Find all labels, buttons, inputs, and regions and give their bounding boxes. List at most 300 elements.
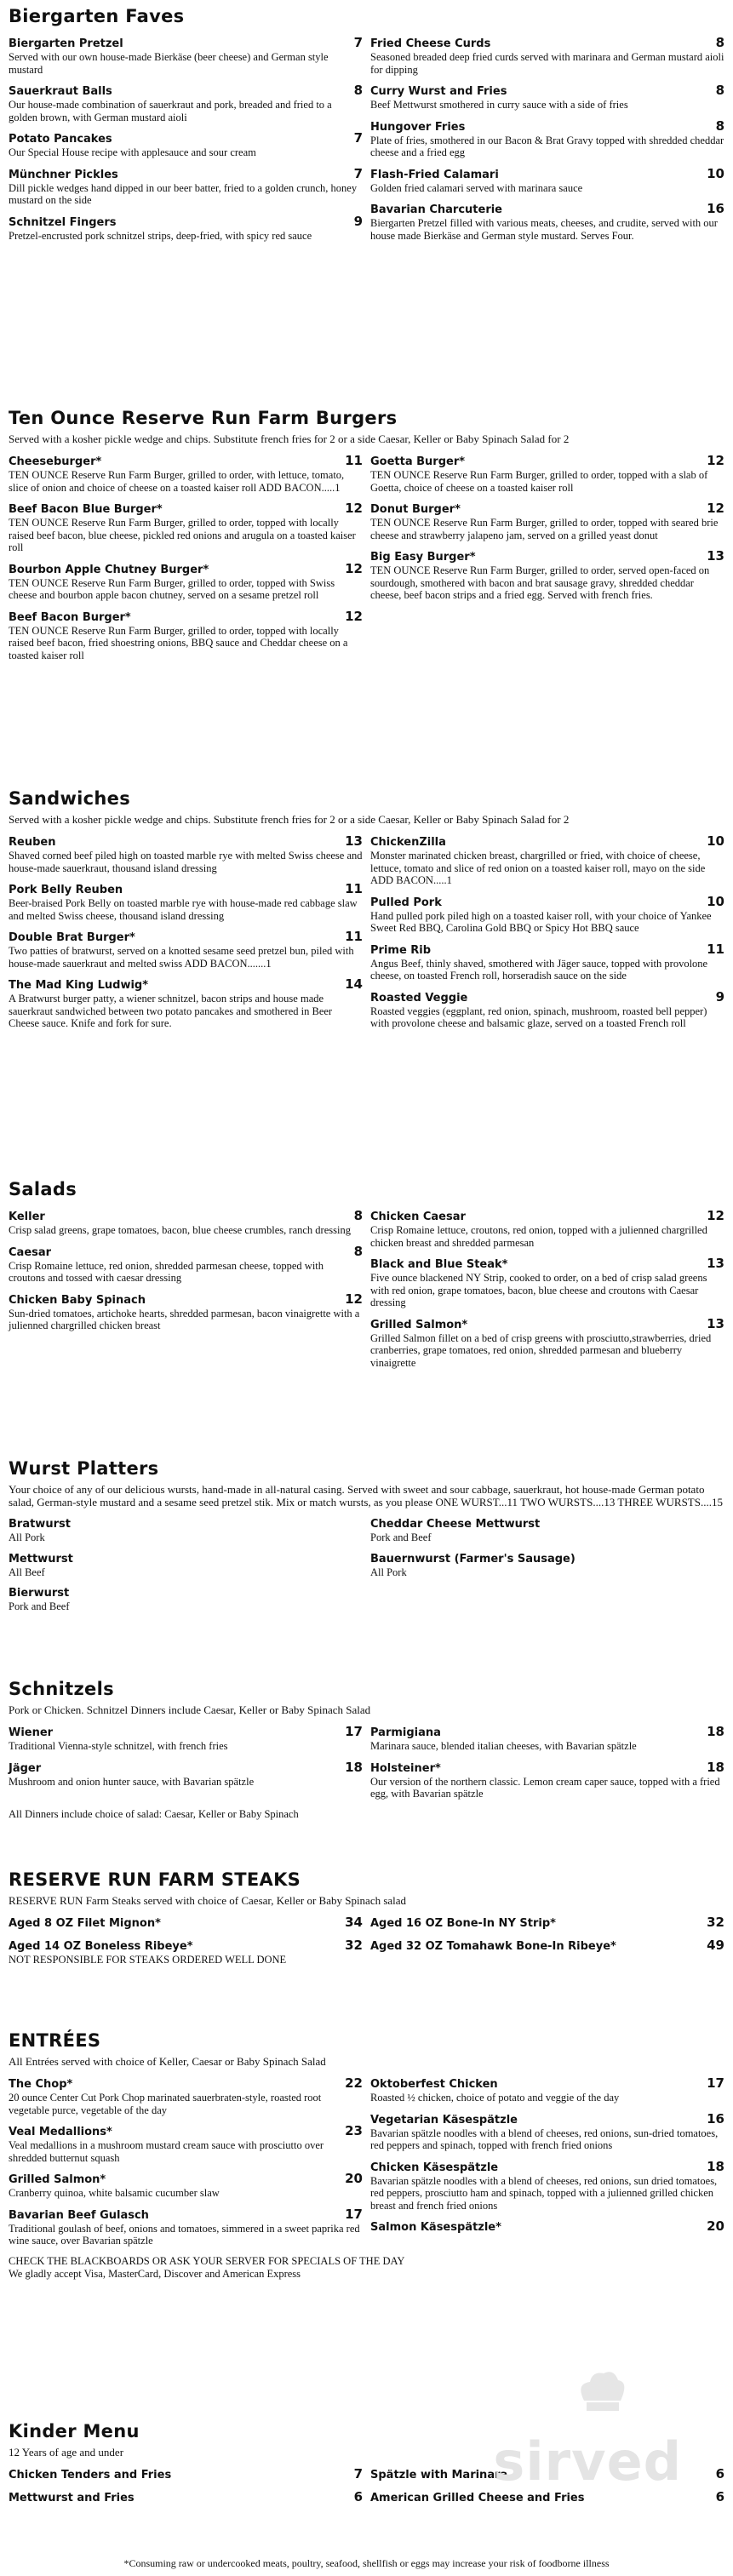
item-name: Beef Bacon Blue Burger*	[9, 503, 163, 516]
item-description: Served with our own house-made Bierkäse (beer cheese) and German style mustard	[9, 51, 329, 76]
item-columns	[9, 1915, 724, 1974]
item-head	[370, 119, 724, 135]
item-head	[370, 202, 724, 217]
section-entrees	[9, 2029, 724, 2281]
item-head	[9, 2076, 363, 2092]
item-head	[9, 562, 363, 577]
menu-item	[9, 882, 363, 922]
item-name: American Grilled Cheese and Fries	[370, 2492, 585, 2504]
menu-item	[9, 977, 363, 1030]
item-head	[9, 2467, 363, 2482]
item-description: Cranberry quinoa, white balsamic cucumber slaw	[9, 2187, 220, 2199]
section-sandwiches	[9, 787, 724, 1038]
item-name: Aged 8 OZ Filet Mignon*	[9, 1917, 161, 1930]
item-head	[370, 454, 724, 469]
item-description: Our Special House recipe with applesauce and sour cream	[9, 146, 256, 158]
menu-item	[9, 1725, 363, 1753]
item-price: 32	[345, 1938, 363, 1953]
item-name: Bourbon Apple Chutney Burger*	[9, 563, 209, 576]
item-head	[9, 977, 363, 993]
item-head	[370, 2112, 724, 2127]
item-description: Seasoned breaded deep fried curds served with marinara and German mustard aioli for dipping	[370, 51, 724, 76]
menu-item	[370, 1725, 724, 1753]
menu-item	[9, 167, 363, 207]
item-price: 17	[707, 2075, 724, 2091]
menu-item	[370, 119, 724, 159]
item-name: Fried Cheese Curds	[370, 37, 491, 50]
item-name: Curry Wurst and Fries	[370, 85, 507, 98]
item-name: Münchner Pickles	[9, 168, 118, 181]
item-head	[370, 1915, 724, 1931]
item-price: 23	[345, 2123, 363, 2138]
item-name: Flash-Fried Calamari	[370, 168, 499, 181]
item-price: 17	[345, 2206, 363, 2222]
item-head	[9, 1586, 363, 1600]
menu-item	[9, 83, 363, 123]
item-head	[370, 2076, 724, 2092]
item-description: TEN OUNCE Reserve Run Farm Burger, grilled to order, topped with seared brie cheese and strawberry jalapeno jam, served on a grilled yeast donut	[370, 517, 719, 541]
item-description: All Pork	[9, 1531, 45, 1543]
column-right	[370, 1209, 724, 1377]
item-name: Reuben	[9, 836, 56, 849]
item-head	[9, 83, 363, 99]
section-title: Wurst Platters	[9, 1458, 159, 1479]
item-price: 8	[715, 35, 724, 50]
menu-item	[370, 1257, 724, 1309]
item-price: 18	[345, 1759, 363, 1775]
item-name: Biergarten Pretzel	[9, 37, 123, 50]
item-head	[9, 930, 363, 945]
item-head	[9, 36, 363, 51]
menu-item	[370, 2112, 724, 2152]
menu-item	[9, 610, 363, 662]
item-price: 18	[707, 1724, 724, 1739]
item-name: Bavarian Charcuterie	[370, 203, 503, 216]
menu-item	[9, 2490, 363, 2505]
item-price: 12	[345, 501, 363, 516]
item-head	[9, 1292, 363, 1308]
section-title: Ten Ounce Reserve Run Farm Burgers	[9, 408, 398, 428]
section-footer: CHECK THE BLACKBOARDS OR ASK YOUR SERVER FOR SPECIALS OF THE DAY	[9, 2254, 405, 2267]
column-left	[9, 2076, 363, 2255]
item-name: Schnitzel Fingers	[9, 215, 117, 229]
item-price: 8	[353, 1243, 363, 1259]
item-head	[370, 834, 724, 850]
menu-item	[9, 1760, 363, 1789]
item-description: Roasted veggies (eggplant, red onion, spinach, mushroom, roasted bell pepper) with provolone cheese and balsamic glaze, served on a toasted French roll	[370, 1005, 707, 1029]
menu-item	[370, 895, 724, 935]
item-price: 13	[345, 833, 363, 849]
menu-item	[9, 930, 363, 970]
menu-item	[370, 36, 724, 76]
section-title: ENTRÉES	[9, 2030, 101, 2051]
item-price: 9	[353, 213, 363, 229]
item-description: Five ounce blackened NY Strip, cooked to order, on a bed of crisp salad greens with red onion, grape tomatoes, bacon, blue cheese and croutons with Caesar dressing	[370, 1272, 707, 1308]
item-name: Bauernwurst (Farmer's Sausage)	[370, 1552, 576, 1566]
item-description: Beef Mettwurst smothered in curry sauce with a side of fries	[370, 99, 628, 111]
item-name: Aged 32 OZ Tomahawk Bone-In Ribeye*	[370, 1940, 616, 1953]
item-description: TEN OUNCE Reserve Run Farm Burger, grilled to order, topped with Swiss cheese and bourbon apple bacon chutney, served on a sesame pretzel roll	[9, 576, 335, 601]
item-head	[370, 501, 724, 517]
item-name: Veal Medallions*	[9, 2126, 112, 2138]
menu-item	[9, 1517, 363, 1544]
item-columns	[9, 2076, 724, 2255]
item-price: 34	[345, 1915, 363, 1930]
item-description: Dill pickle wedges hand dipped in our beer batter, fried to a golden crunch, honey mustard on the side	[9, 181, 358, 206]
item-description: Biergarten Pretzel filled with various meats, cheeses, and crudite, served with our house made Bierkäse and German style mustard. Serves Four.	[370, 217, 718, 242]
item-head	[370, 1938, 724, 1954]
menu-item	[370, 2076, 724, 2104]
item-price: 13	[707, 1315, 724, 1331]
item-name: Spätzle with Marinara	[370, 2469, 508, 2482]
item-name: Chicken Tenders and Fries	[9, 2469, 172, 2482]
item-description: TEN OUNCE Reserve Run Farm Burger, grilled to order, topped with locally raised beef bacon, fried shoestring onions, BBQ sauce and Cheddar cheese on a toasted kaiser roll	[9, 624, 348, 661]
item-head	[370, 1725, 724, 1740]
menu-item	[370, 1938, 724, 1954]
item-description: Traditional goulash of beef, onions and tomatoes, simmered in a sweet paprika red wine sauce, over Bavarian spätzle	[9, 2222, 360, 2247]
item-name: Aged 14 OZ Boneless Ribeye*	[9, 1940, 193, 1953]
item-description: TEN OUNCE Reserve Run Farm Burger, grilled to order, served open-faced on sourdough, smothered with bacon and brat sausage gravy, shredded cheddar cheese, beef bacon strips and a fried egg. Served with french fries.	[370, 564, 710, 601]
item-name: Aged 16 OZ Bone-In NY Strip*	[370, 1917, 556, 1930]
menu-item	[370, 834, 724, 887]
item-name: Bierwurst	[9, 1587, 70, 1600]
item-head	[370, 167, 724, 182]
item-name: Grilled Salmon*	[370, 1318, 468, 1331]
item-description: Our house-made combination of sauerkraut and pork, breaded and fried to a golden brown, with German mustard aioli	[9, 99, 332, 123]
menu-item	[370, 2219, 724, 2235]
item-name: Jäger	[9, 1761, 42, 1775]
item-description: Traditional Vienna-style schnitzel, with french fries	[9, 1740, 228, 1752]
menu-item	[370, 990, 724, 1030]
item-description: TEN OUNCE Reserve Run Farm Burger, grilled to order, topped with a slab of Goetta, choice of cheese on a toasted kaiser roll	[370, 469, 708, 494]
item-description: Bavarian spätzle noodles with a blend of cheeses, red onions, sun dried tomatoes, red peppers, prosciutto ham and spinach, topped with a julienned grilled chicken breast and french fried onions	[370, 2174, 718, 2212]
item-head	[370, 1760, 724, 1776]
item-head	[9, 2172, 363, 2187]
item-head	[9, 882, 363, 897]
disclaimer: *Consuming raw or undercooked meats, poultry, seafood, shellfish or eggs may increase your risk of foodborne illness	[123, 2557, 610, 2569]
item-head	[370, 83, 724, 99]
item-description: Two patties of bratwurst, served on a knotted sesame seed pretzel bun, piled with house-made sauerkraut and melted swiss ADD BACON.......1	[9, 945, 354, 970]
item-name: Pulled Pork	[370, 896, 442, 909]
item-price: 9	[715, 988, 724, 1005]
section-salads	[9, 1178, 724, 1377]
item-head	[370, 942, 724, 958]
item-head	[9, 1938, 363, 1954]
item-description: Beer-braised Pork Belly on toasted marble rye with house-made red cabbage slaw and melted Swiss cheese, thousand island dressing	[9, 897, 358, 922]
item-description: TEN OUNCE Reserve Run Farm Burger, grilled to order, with lettuce, tomato, slice of onion and choice of cheese on a toasted kaiser roll ADD BACON.....1	[9, 469, 345, 494]
menu-item	[370, 167, 724, 195]
item-head	[370, 990, 724, 1005]
menu-item	[370, 549, 724, 602]
item-price: 11	[345, 881, 363, 896]
chef-hat-icon	[571, 2367, 631, 2418]
section-title: Salads	[9, 1179, 77, 1199]
section-note: Served with a kosher pickle wedge and chips. Substitute french fries for 2 or a side Caesar, Keller or Baby Spinach Salad for 2	[9, 432, 570, 445]
item-description: Marinara sauce, blended italian cheeses, with Bavarian spätzle	[370, 1740, 637, 1752]
menu-item	[9, 131, 363, 159]
item-price: 8	[715, 117, 724, 134]
item-price: 8	[353, 1208, 363, 1223]
item-head	[9, 1725, 363, 1740]
menu-item	[370, 1915, 724, 1931]
menu-item	[9, 2467, 363, 2482]
item-name: Prime Rib	[370, 943, 432, 957]
item-head	[370, 1552, 724, 1566]
item-name: Pork Belly Reuben	[9, 884, 123, 896]
item-head	[370, 36, 724, 51]
item-price: 49	[707, 1938, 724, 1953]
item-description: Hand pulled pork piled high on a toasted kaiser roll, with your choice of Yankee Sweet Red BBQ, Carolina Gold BBQ or Spicy Hot BBQ sauce	[370, 909, 712, 934]
menu-item	[9, 2124, 363, 2164]
section-steaks	[9, 1869, 724, 1974]
item-price: 6	[715, 2466, 724, 2482]
item-description: Roasted ½ chicken, choice of potato and veggie of the day	[370, 2092, 620, 2104]
item-head	[370, 1209, 724, 1224]
item-description: Crisp salad greens, grape tomatoes, bacon, blue cheese crumbles, ranch dressing	[9, 1224, 351, 1236]
menu-item	[9, 1586, 363, 1613]
menu-item	[9, 454, 363, 494]
watermark: sirved	[493, 2430, 682, 2493]
item-name: Mettwurst	[9, 1552, 73, 1566]
menu-item	[370, 454, 724, 494]
item-description: Grilled Salmon fillet on a bed of crisp greens with prosciutto,strawberries, dried cranberries, grape tomatoes, red onion, shredded parmesan and blueberry vinaigrette	[370, 1331, 712, 1369]
item-price: 6	[353, 2489, 363, 2504]
item-description: All Pork	[370, 1566, 407, 1578]
menu-item	[370, 83, 724, 112]
item-price: 12	[345, 608, 363, 624]
item-head	[9, 131, 363, 146]
item-description: Golden fried calamari served with marinara sauce	[370, 181, 583, 194]
menu-item	[9, 2172, 363, 2200]
item-description: Sun-dried tomatoes, artichoke hearts, shredded parmesan, bacon vinaigrette with a julienned chargrilled chicken breast	[9, 1307, 360, 1331]
menu-item	[370, 1760, 724, 1800]
section-note: 12 Years of age and under	[9, 2446, 124, 2459]
item-description: Our version of the northern classic. Lemon cream caper sauce, topped with a fried egg, with Bavarian spätzle	[370, 1775, 720, 1800]
item-price: 32	[707, 1915, 724, 1930]
item-description: Crisp Romaine lettuce, red onion, shredded parmesan cheese, topped with croutons and tossed with caesar dressing	[9, 1259, 324, 1284]
item-head	[9, 2490, 363, 2505]
item-head	[9, 454, 363, 469]
item-name: Double Brat Burger*	[9, 931, 135, 944]
item-name: Potato Pancakes	[9, 133, 112, 146]
item-price: 18	[707, 1759, 724, 1775]
item-price: 12	[707, 501, 724, 516]
item-description: 20 ounce Center Cut Pork Chop marinated sauerbraten-style, roasted root vegetable purce, vegetable of the day	[9, 2092, 322, 2116]
item-name: Vegetarian Käsespätzle	[370, 2113, 518, 2127]
item-price: 7	[353, 165, 363, 181]
menu-item	[9, 1552, 363, 1579]
item-name: Beef Bacon Burger*	[9, 610, 131, 624]
item-head	[370, 2160, 724, 2175]
item-description: Pork and Beef	[9, 1600, 70, 1612]
item-description: Plate of fries, smothered in our Bacon & Brat Gravy topped with shredded cheddar cheese and a fried egg	[370, 134, 724, 158]
item-columns	[9, 1725, 724, 1808]
item-head	[370, 1257, 724, 1272]
item-head	[9, 1915, 363, 1931]
column-left	[9, 834, 363, 1038]
item-columns	[9, 1209, 724, 1377]
item-description: NOT RESPONSIBLE FOR STEAKS ORDERED WELL DONE	[9, 1954, 287, 1966]
menu-item	[370, 1517, 724, 1544]
menu-item	[9, 1915, 363, 1931]
section-schnitzels	[9, 1678, 724, 1821]
menu-item	[9, 36, 363, 76]
item-name: Salmon Käsespätzle*	[370, 2221, 501, 2234]
section-title: Biergarten Faves	[9, 6, 185, 26]
item-price: 11	[345, 453, 363, 468]
item-name: Wiener	[9, 1726, 54, 1739]
item-description: Monster marinated chicken breast, chargrilled or fried, with choice of cheese, lettuce, tomato and slice of red onion on a toasted kaiser roll, mayo on the side ADD BACON.....1	[370, 850, 706, 886]
menu-item	[9, 215, 363, 243]
item-name: Grilled Salmon*	[9, 2173, 106, 2186]
section-biergarten	[9, 5, 724, 249]
column-left	[9, 1725, 363, 1808]
item-price: 12	[707, 453, 724, 468]
column-left	[9, 1517, 363, 1621]
item-name: Donut Burger*	[370, 503, 461, 516]
item-head	[370, 2219, 724, 2235]
item-name: Caesar	[9, 1245, 52, 1259]
item-head	[9, 2207, 363, 2223]
item-name: Chicken Caesar	[370, 1211, 466, 1223]
item-description: Angus Beef, thinly shaved, smothered with Jäger sauce, topped with provolone cheese, on toasted French roll, horseradish sauce on the side	[370, 957, 708, 982]
column-right	[370, 36, 724, 249]
column-right	[370, 454, 724, 669]
section-note: RESERVE RUN Farm Steaks served with choice of Caesar, Keller or Baby Spinach salad	[9, 1894, 407, 1907]
item-columns	[9, 834, 724, 1038]
item-price: 8	[715, 83, 724, 98]
item-name: Cheddar Cheese Mettwurst	[370, 1518, 541, 1531]
item-price: 6	[715, 2489, 724, 2504]
item-price: 13	[707, 548, 724, 564]
menu-item	[9, 1292, 363, 1332]
item-price: 14	[345, 976, 363, 992]
menu-item	[9, 2076, 363, 2116]
item-description: TEN OUNCE Reserve Run Farm Burger, grilled to order, topped with locally raised beef bacon, blue cheese, pickled red onions and arugula on a toasted kaiser roll	[9, 517, 356, 553]
section-footer-2: We gladly accept Visa, MasterCard, Discover and American Express	[9, 2267, 301, 2280]
item-description: Shaved corned beef piled high on toasted marble rye with melted Swiss cheese and house-made sauerkraut, thousand island dressing	[9, 850, 363, 874]
item-name: Mettwurst and Fries	[9, 2492, 135, 2504]
item-name: Oktoberfest Chicken	[370, 2078, 498, 2091]
item-price: 12	[345, 560, 363, 576]
item-name: Black and Blue Steak*	[370, 1258, 508, 1271]
item-name: Hungover Fries	[370, 120, 466, 134]
section-burgers	[9, 407, 724, 669]
item-price: 11	[345, 929, 363, 944]
item-head	[370, 1317, 724, 1332]
item-head	[9, 167, 363, 182]
item-name: The Chop*	[9, 2078, 73, 2091]
item-description: Pork and Beef	[370, 1531, 432, 1543]
column-left	[9, 1915, 363, 1974]
menu-item	[370, 1552, 724, 1579]
menu-item	[370, 2160, 724, 2212]
item-head	[370, 549, 724, 564]
column-right	[370, 1725, 724, 1808]
item-columns	[9, 1517, 724, 1621]
menu-item	[9, 562, 363, 602]
item-name: Bratwurst	[9, 1518, 71, 1531]
item-head	[9, 1245, 363, 1260]
item-name: Holsteiner*	[370, 1761, 441, 1775]
menu-item	[9, 1938, 363, 1966]
section-wurst	[9, 1457, 724, 1621]
item-description: Mushroom and onion hunter sauce, with Bavarian spätzle	[9, 1775, 255, 1788]
menu-item	[370, 501, 724, 541]
column-right	[370, 834, 724, 1038]
section-title: Sandwiches	[9, 788, 131, 809]
menu-item	[9, 1245, 363, 1285]
item-name: Keller	[9, 1211, 45, 1223]
menu-item	[9, 501, 363, 554]
menu-item	[9, 2207, 363, 2247]
item-price: 12	[707, 1208, 724, 1223]
menu-item	[9, 834, 363, 874]
item-name: Cheeseburger*	[9, 455, 102, 468]
item-description: A Bratwurst burger patty, a wiener schnitzel, bacon strips and house made sauerkraut sandwiched between two potato pancakes and smothered in Beer Cheese sauce. Knife and fork for sure.	[9, 993, 333, 1029]
column-left	[9, 1209, 363, 1377]
section-title: Kinder Menu	[9, 2421, 140, 2441]
menu-item	[370, 1209, 724, 1249]
item-head	[370, 1517, 724, 1531]
item-name: Parmigiana	[370, 1726, 441, 1739]
column-right	[370, 1517, 724, 1621]
item-price: 7	[353, 35, 363, 50]
item-description: Pretzel-encrusted pork schnitzel strips, deep-fried, with spicy red sauce	[9, 229, 312, 242]
item-head	[9, 610, 363, 625]
item-price: 18	[707, 2158, 724, 2174]
section-note: All Entrées served with choice of Keller, Caesar or Baby Spinach Salad	[9, 2055, 326, 2068]
item-price: 22	[345, 2075, 363, 2091]
item-price: 7	[353, 2466, 363, 2482]
item-name: Goetta Burger*	[370, 455, 466, 468]
item-price: 11	[707, 941, 724, 957]
item-price: 20	[345, 2171, 363, 2186]
item-price: 16	[707, 2110, 724, 2127]
item-name: Sauerkraut Balls	[9, 85, 112, 98]
item-head	[9, 1209, 363, 1224]
item-columns	[9, 454, 724, 669]
section-title: Schnitzels	[9, 1679, 114, 1699]
column-right	[370, 1915, 724, 1974]
item-head	[9, 1552, 363, 1566]
item-description: Crisp Romaine lettuce, croutons, red onion, topped with a julienned chargrilled chicken breast and shredded parmesan	[370, 1224, 707, 1249]
item-price: 20	[707, 2218, 724, 2234]
menu-item	[370, 202, 724, 242]
item-price: 10	[707, 893, 724, 909]
item-description: All Beef	[9, 1566, 45, 1578]
item-price: 8	[353, 83, 363, 98]
item-price: 12	[345, 1291, 363, 1307]
item-name: Chicken Baby Spinach	[9, 1293, 146, 1307]
item-head	[9, 1517, 363, 1531]
item-head	[370, 895, 724, 910]
item-name: Roasted Veggie	[370, 991, 468, 1005]
item-columns	[9, 36, 724, 249]
section-footer: All Dinners include choice of salad: Caesar, Keller or Baby Spinach	[9, 1807, 299, 1820]
item-description: Bavarian spätzle noodles with a blend of cheeses, red onions, sun-dried tomatoes, red peppers and spinach, topped with french fried onions	[370, 2127, 719, 2151]
column-right	[370, 2076, 724, 2255]
item-price: 10	[707, 833, 724, 849]
item-head	[9, 2124, 363, 2139]
item-description: Veal medallions in a mushroom mustard cream sauce with prosciutto over shredded butternut squash	[9, 2139, 324, 2164]
menu-item	[370, 1317, 724, 1370]
column-left	[9, 2467, 363, 2513]
section-note: Your choice of any of our delicious wursts, hand-made in all-natural casing. Served with sweet and sour cabbage, sauerkraut, hot house-made German potato salad, German-style mustard and a sesame seed pretzel stik. Mix or match wursts, as you please ONE WURST...11 TWO WURSTS....13 THREE WURSTS....15	[9, 1483, 723, 1508]
section-title: RESERVE RUN FARM STEAKS	[9, 1869, 301, 1890]
item-name: The Mad King Ludwig*	[9, 979, 149, 992]
item-name: ChickenZilla	[370, 836, 446, 849]
